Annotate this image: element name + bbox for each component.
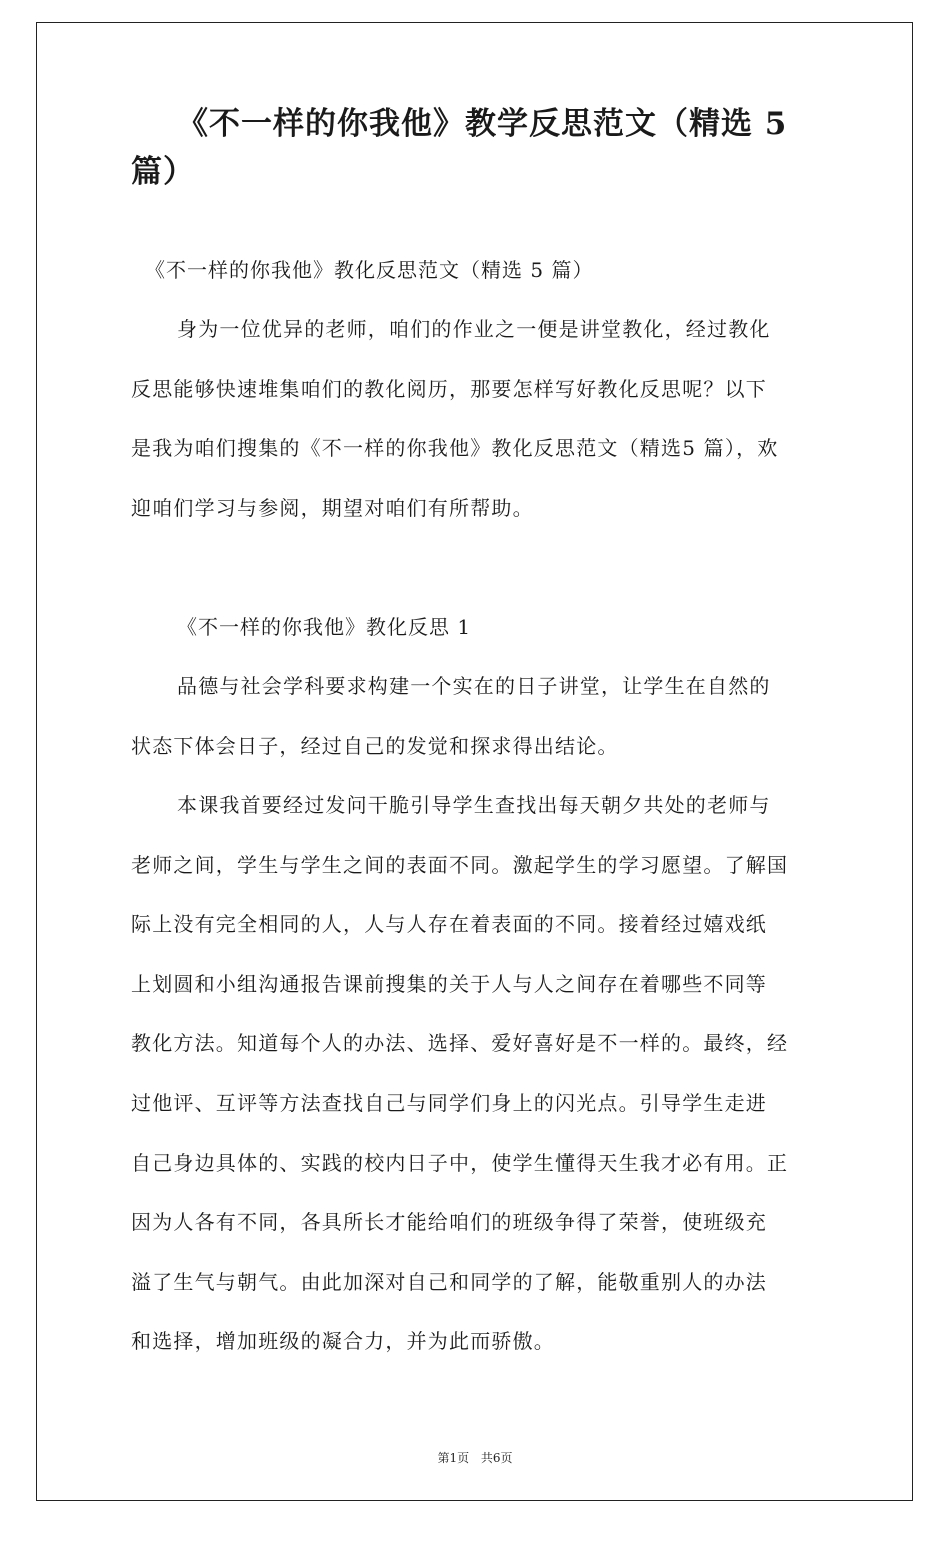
paragraph-line: 因为人各有不同，各具所长才能给咱们的班级争得了荣誉，使班级充: [131, 1210, 767, 1235]
paragraph-line: 际上没有完全相同的人，人与人存在着表面的不同。接着经过嬉戏纸: [131, 912, 767, 937]
intro-paragraph: [131, 300, 821, 538]
intro-line: 反思能够快速堆集咱们的教化阅历，那要怎样写好教化反思呢？以下: [131, 376, 767, 401]
paragraph-line: 品德与社会学科要求构建一个实在的日子讲堂，让学生在自然的: [177, 674, 771, 698]
page-footer: [0, 1450, 950, 1466]
paragraph-line: 老师之间，学生与学生之间的表面不同。激起学生的学习愿望。了解国: [131, 852, 789, 877]
intro-line: 身为一位优异的老师，咱们的作业之一便是讲堂教化，经过教化: [177, 317, 771, 341]
document-title: 《不一样的你我他》教学反思范文（精选 5 篇）: [131, 106, 788, 190]
paragraph-line: 和选择，增加班级的凝合力，并为此而骄傲。: [131, 1329, 555, 1354]
page-number: 第1页: [437, 1451, 470, 1465]
paragraph-line: 过他评、互评等方法查找自己与同学们身上的闪光点。引导学生走进: [131, 1090, 767, 1115]
page-total: 共6页: [480, 1451, 513, 1465]
paragraph-line: 本课我首要经过发问干脆引导学生查找出每天朝夕共处的老师与: [177, 793, 771, 817]
paragraph-line: 上划圆和小组沟通报告课前搜集的关于人与人之间存在着哪些不同等: [131, 971, 767, 996]
paragraph-line: 溢了生气与朝气。由此加深对自己和同学的了解，能敬重别人的办法: [131, 1269, 767, 1294]
intro-line: 是我为咱们搜集的《不一样的你我他》教化反思范文（精选5 篇），欢: [131, 436, 779, 461]
paragraph-2: [131, 776, 821, 1372]
paragraph-line: 教化方法。知道每个人的办法、选择、爱好喜好是不一样的。最终，经: [131, 1031, 789, 1056]
paragraph-line: 状态下体会日子，经过自己的发觉和探求得出结论。: [131, 733, 619, 758]
document-subtitle: 《不一样的你我他》教化反思范文（精选 5 篇）: [145, 258, 594, 282]
section-heading: 《不一样的你我他》教化反思 1: [177, 615, 472, 639]
paragraph-line: 自己身边具体的、实践的校内日子中，使学生懂得天生我才必有用。正: [131, 1150, 789, 1175]
paragraph-1: [131, 657, 821, 776]
intro-line: 迎咱们学习与参阅，期望对咱们有所帮助。: [131, 495, 534, 520]
